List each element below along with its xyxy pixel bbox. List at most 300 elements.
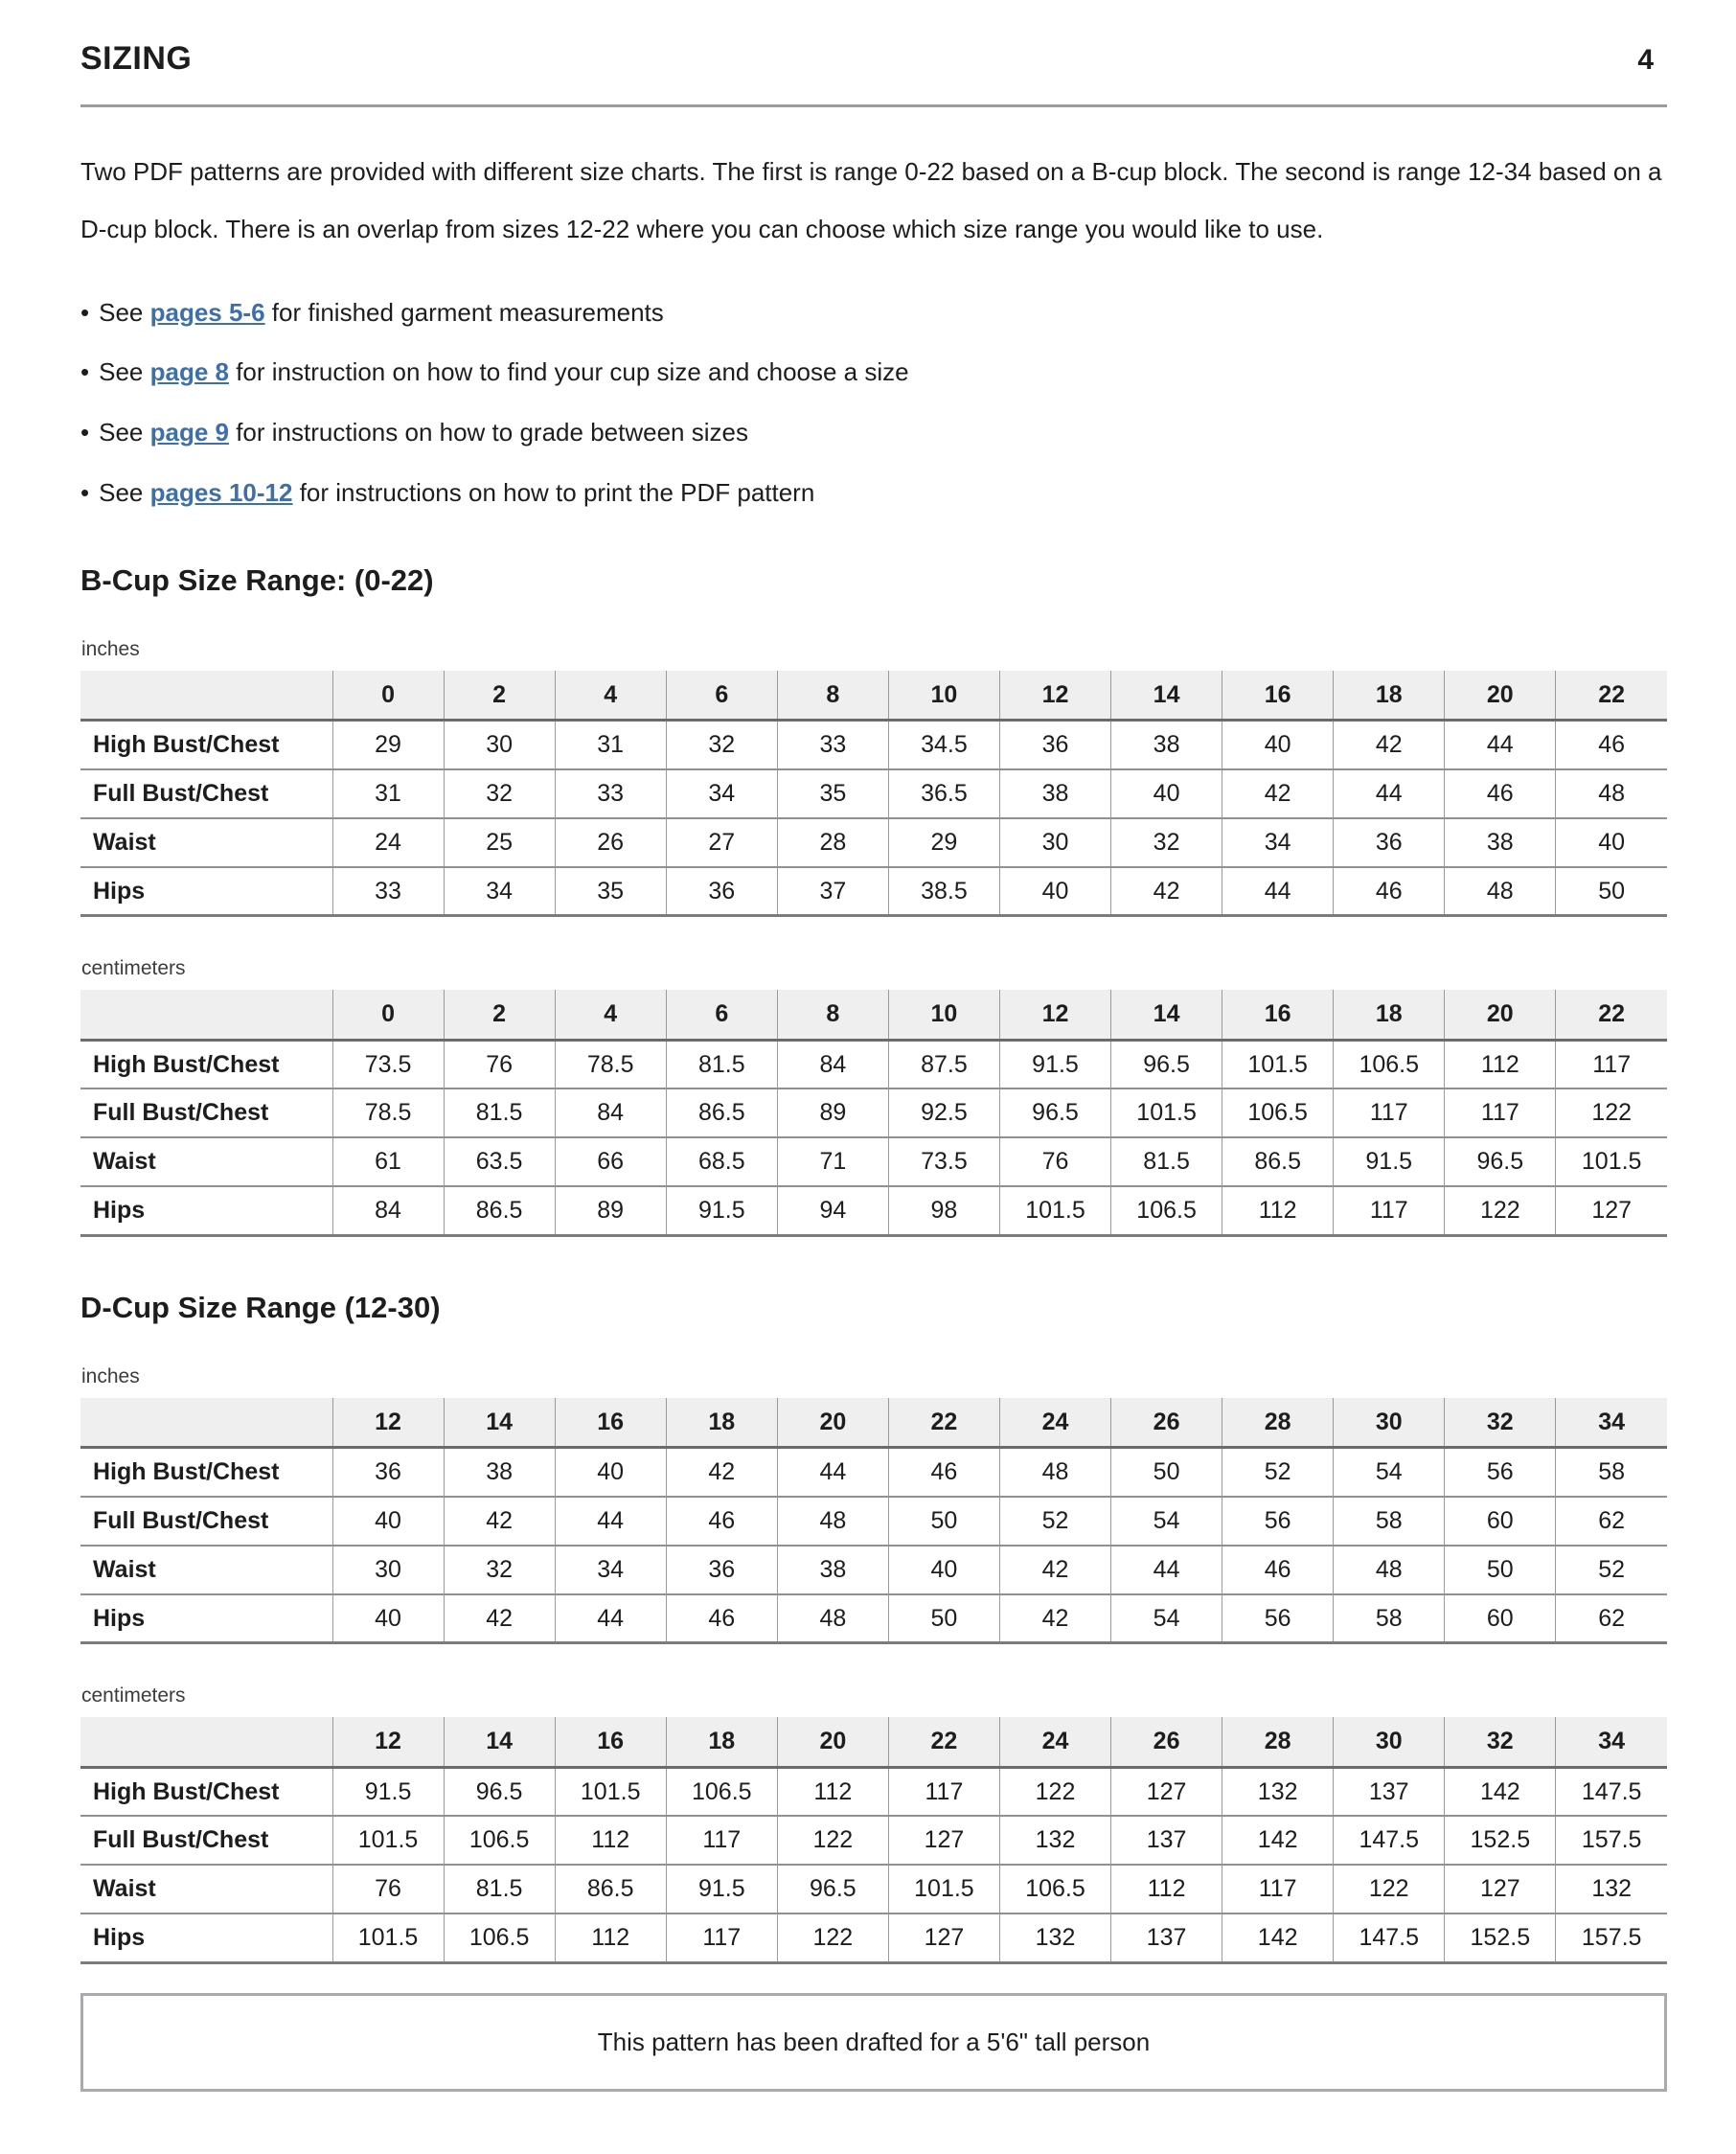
size-column-header: 12 (332, 1717, 444, 1767)
size-cell: 86.5 (555, 1865, 666, 1913)
size-cell: 60 (1445, 1497, 1556, 1546)
size-cell: 44 (777, 1448, 888, 1497)
size-cell: 30 (999, 818, 1110, 867)
size-cell: 101.5 (1111, 1088, 1222, 1137)
size-cell: 56 (1222, 1497, 1334, 1546)
size-cell: 147.5 (1334, 1816, 1445, 1865)
size-cell: 44 (1111, 1546, 1222, 1594)
size-cell: 91.5 (332, 1767, 444, 1816)
table-row (80, 1865, 1667, 1913)
size-table (80, 1717, 1667, 1964)
size-cell: 87.5 (888, 1040, 999, 1088)
size-cell: 36 (1334, 818, 1445, 867)
bullet-suffix-text: for instruction on how to find your cup size and choose a size (228, 357, 909, 387)
size-cell: 96.5 (777, 1865, 888, 1913)
size-column-header: 20 (1445, 990, 1556, 1040)
row-label: Waist (80, 1137, 332, 1186)
size-cell: 91.5 (666, 1186, 777, 1235)
size-cell: 132 (999, 1913, 1110, 1962)
table-row (80, 1497, 1667, 1546)
size-cell: 106.5 (444, 1816, 555, 1865)
size-cell: 40 (1111, 769, 1222, 818)
bullet-prefix-text: See (99, 477, 150, 507)
size-cell: 52 (1222, 1448, 1334, 1497)
size-cell: 106.5 (444, 1913, 555, 1962)
size-cell: 60 (1445, 1594, 1556, 1643)
size-cell: 44 (1445, 721, 1556, 769)
size-column-header: 18 (1334, 671, 1445, 721)
size-cell: 34 (666, 769, 777, 818)
size-cell: 152.5 (1445, 1913, 1556, 1962)
size-cell: 117 (1334, 1088, 1445, 1137)
size-cell: 101.5 (332, 1816, 444, 1865)
size-cell: 86.5 (666, 1088, 777, 1137)
size-cell: 89 (777, 1088, 888, 1137)
size-column-header: 0 (332, 671, 444, 721)
size-cell: 37 (777, 867, 888, 916)
size-cell: 122 (777, 1816, 888, 1865)
bullet-prefix-text: See (99, 297, 150, 327)
size-cell: 29 (332, 721, 444, 769)
row-label: Hips (80, 1186, 332, 1235)
size-cell: 25 (444, 818, 555, 867)
size-column-header: 24 (999, 1398, 1110, 1448)
size-cell: 142 (1222, 1816, 1334, 1865)
size-cell: 76 (999, 1137, 1110, 1186)
size-cell: 48 (1445, 867, 1556, 916)
table-row (80, 1594, 1667, 1643)
size-cell: 38 (1111, 721, 1222, 769)
size-cell: 117 (666, 1913, 777, 1962)
size-cell: 32 (444, 1546, 555, 1594)
size-column-header: 14 (444, 1398, 555, 1448)
size-cell: 81.5 (444, 1088, 555, 1137)
size-cell: 91.5 (666, 1865, 777, 1913)
row-label: High Bust/Chest (80, 1767, 332, 1816)
unit-label: centimeters (81, 1684, 186, 1707)
table-corner-cell (80, 990, 332, 1040)
size-cell: 42 (444, 1497, 555, 1546)
table-row (80, 1546, 1667, 1594)
size-column-header: 8 (777, 671, 888, 721)
row-label: Waist (80, 1865, 332, 1913)
size-column-header: 30 (1334, 1398, 1445, 1448)
size-cell: 92.5 (888, 1088, 999, 1137)
size-table (80, 671, 1667, 918)
size-cell: 36 (332, 1448, 444, 1497)
size-column-header: 2 (444, 990, 555, 1040)
size-table-header-row (80, 1398, 1667, 1448)
size-cell: 44 (1334, 769, 1445, 818)
size-cell: 52 (1556, 1546, 1667, 1594)
size-column-header: 34 (1556, 1398, 1667, 1448)
size-cell: 96.5 (1445, 1137, 1556, 1186)
bullet-suffix-text: for instructions on how to print the PDF pattern (292, 477, 815, 507)
size-cell: 42 (1222, 769, 1334, 818)
size-cell: 40 (332, 1594, 444, 1643)
size-cell: 112 (555, 1816, 666, 1865)
size-cell: 117 (1556, 1040, 1667, 1088)
size-table-header-row (80, 990, 1667, 1040)
size-cell: 76 (332, 1865, 444, 1913)
size-cell: 66 (555, 1137, 666, 1186)
size-cell: 137 (1111, 1913, 1222, 1962)
size-cell: 112 (1222, 1186, 1334, 1235)
size-cell: 42 (1334, 721, 1445, 769)
page-link[interactable]: page 9 (149, 418, 229, 447)
size-column-header: 2 (444, 671, 555, 721)
size-cell: 106.5 (666, 1767, 777, 1816)
table-row (80, 1186, 1667, 1235)
table-corner-cell (80, 1398, 332, 1448)
size-cell: 86.5 (1222, 1137, 1334, 1186)
row-label: Full Bust/Chest (80, 1088, 332, 1137)
size-column-header: 4 (555, 990, 666, 1040)
size-cell: 62 (1556, 1594, 1667, 1643)
size-cell: 48 (777, 1497, 888, 1546)
size-cell: 40 (888, 1546, 999, 1594)
size-cell: 50 (888, 1594, 999, 1643)
size-cell: 46 (1445, 769, 1556, 818)
size-cell: 91.5 (1334, 1137, 1445, 1186)
size-cell: 86.5 (444, 1186, 555, 1235)
size-cell: 101.5 (1556, 1137, 1667, 1186)
size-cell: 78.5 (555, 1040, 666, 1088)
bullet-item (80, 477, 1667, 510)
size-cell: 34 (555, 1546, 666, 1594)
bullet-item (80, 417, 1667, 449)
size-column-header: 22 (888, 1717, 999, 1767)
size-table-header-row (80, 671, 1667, 721)
bullet-item (80, 356, 1667, 389)
size-cell: 101.5 (888, 1865, 999, 1913)
size-cell: 38 (777, 1546, 888, 1594)
size-table (80, 1398, 1667, 1645)
size-cell: 132 (999, 1816, 1110, 1865)
size-cell: 42 (444, 1594, 555, 1643)
table-row (80, 1816, 1667, 1865)
bullet-marker: • (80, 297, 90, 327)
size-cell: 34 (1222, 818, 1334, 867)
size-cell: 106.5 (1222, 1088, 1334, 1137)
size-cell: 106.5 (1111, 1186, 1222, 1235)
size-cell: 33 (555, 769, 666, 818)
size-cell: 34.5 (888, 721, 999, 769)
table-row (80, 1767, 1667, 1816)
size-cell: 106.5 (999, 1865, 1110, 1913)
size-cell: 24 (332, 818, 444, 867)
size-cell: 81.5 (1111, 1137, 1222, 1186)
size-cell: 78.5 (332, 1088, 444, 1137)
size-cell: 137 (1334, 1767, 1445, 1816)
size-cell: 36 (999, 721, 1110, 769)
bullet-suffix-text: for finished garment measurements (264, 297, 664, 327)
size-cell: 106.5 (1334, 1040, 1445, 1088)
size-cell: 127 (1111, 1767, 1222, 1816)
size-column-header: 20 (777, 1398, 888, 1448)
row-label: Waist (80, 818, 332, 867)
size-column-header: 32 (1445, 1398, 1556, 1448)
bullet-marker: • (80, 477, 90, 507)
row-label: Full Bust/Chest (80, 769, 332, 818)
size-cell: 101.5 (999, 1186, 1110, 1235)
size-column-header: 10 (888, 671, 999, 721)
size-cell: 46 (666, 1594, 777, 1643)
row-label: Hips (80, 1913, 332, 1962)
size-cell: 58 (1334, 1594, 1445, 1643)
size-cell: 122 (1334, 1865, 1445, 1913)
size-cell: 98 (888, 1186, 999, 1235)
size-cell: 56 (1222, 1594, 1334, 1643)
size-column-header: 0 (332, 990, 444, 1040)
row-label: Full Bust/Chest (80, 1816, 332, 1865)
size-cell: 68.5 (666, 1137, 777, 1186)
size-cell: 46 (1334, 867, 1445, 916)
size-column-header: 26 (1111, 1398, 1222, 1448)
size-cell: 32 (1111, 818, 1222, 867)
table-row (80, 1088, 1667, 1137)
row-label: Waist (80, 1546, 332, 1594)
size-cell: 42 (666, 1448, 777, 1497)
size-cell: 50 (888, 1497, 999, 1546)
size-cell: 157.5 (1556, 1816, 1667, 1865)
size-column-header: 14 (1111, 990, 1222, 1040)
size-cell: 42 (1111, 867, 1222, 916)
size-cell: 29 (888, 818, 999, 867)
size-column-header: 16 (1222, 990, 1334, 1040)
size-cell: 127 (1556, 1186, 1667, 1235)
size-cell: 26 (555, 818, 666, 867)
size-column-header: 12 (332, 1398, 444, 1448)
header-rule (80, 104, 1667, 107)
size-cell: 40 (1222, 721, 1334, 769)
size-cell: 58 (1556, 1448, 1667, 1497)
size-cell: 142 (1445, 1767, 1556, 1816)
size-cell: 122 (999, 1767, 1110, 1816)
size-cell: 40 (332, 1497, 444, 1546)
size-cell: 38 (444, 1448, 555, 1497)
size-cell: 127 (888, 1816, 999, 1865)
size-column-header: 22 (1556, 990, 1667, 1040)
footer-note-box (80, 1993, 1667, 2092)
size-column-header: 10 (888, 990, 999, 1040)
size-cell: 96.5 (999, 1088, 1110, 1137)
page-link[interactable]: page 8 (149, 357, 229, 387)
size-cell: 30 (444, 721, 555, 769)
size-cell: 94 (777, 1186, 888, 1235)
size-cell: 42 (999, 1546, 1110, 1594)
size-cell: 48 (777, 1594, 888, 1643)
size-cell: 54 (1111, 1497, 1222, 1546)
size-cell: 84 (555, 1088, 666, 1137)
size-cell: 112 (1111, 1865, 1222, 1913)
size-cell: 56 (1445, 1448, 1556, 1497)
table-row (80, 867, 1667, 916)
size-cell: 50 (1556, 867, 1667, 916)
size-cell: 112 (555, 1913, 666, 1962)
size-cell: 101.5 (332, 1913, 444, 1962)
size-cell: 81.5 (666, 1040, 777, 1088)
size-table (80, 990, 1667, 1237)
size-cell: 44 (1222, 867, 1334, 916)
size-column-header: 16 (1222, 671, 1334, 721)
size-cell: 36 (666, 1546, 777, 1594)
size-cell: 84 (777, 1040, 888, 1088)
size-column-header: 20 (1445, 671, 1556, 721)
size-cell: 50 (1111, 1448, 1222, 1497)
size-cell: 137 (1111, 1816, 1222, 1865)
page-header (80, 40, 1667, 78)
size-sections (80, 563, 1667, 1964)
size-cell: 38 (999, 769, 1110, 818)
size-cell: 117 (1445, 1088, 1556, 1137)
size-cell: 152.5 (1445, 1816, 1556, 1865)
size-cell: 40 (1556, 818, 1667, 867)
size-cell: 147.5 (1334, 1913, 1445, 1962)
table-row (80, 1137, 1667, 1186)
size-cell: 46 (888, 1448, 999, 1497)
bullet-prefix-text: See (99, 418, 150, 447)
size-cell: 58 (1334, 1497, 1445, 1546)
size-cell: 35 (777, 769, 888, 818)
size-cell: 38.5 (888, 867, 999, 916)
row-label: Hips (80, 867, 332, 916)
size-cell: 31 (555, 721, 666, 769)
bullet-suffix-text: for instructions on how to grade between sizes (228, 418, 748, 447)
size-cell: 36 (666, 867, 777, 916)
table-row (80, 1913, 1667, 1962)
size-cell: 101.5 (555, 1767, 666, 1816)
unit-label: centimeters (81, 957, 186, 980)
page-link[interactable]: pages 10-12 (149, 477, 293, 507)
size-cell: 31 (332, 769, 444, 818)
bullet-list (80, 297, 1667, 510)
size-cell: 122 (777, 1913, 888, 1962)
size-cell: 132 (1222, 1767, 1334, 1816)
table-row (80, 769, 1667, 818)
row-label: Hips (80, 1594, 332, 1643)
size-cell: 122 (1556, 1088, 1667, 1137)
size-cell: 35 (555, 867, 666, 916)
bullet-marker: • (80, 357, 90, 387)
size-cell: 46 (1556, 721, 1667, 769)
size-column-header: 18 (666, 1398, 777, 1448)
page-title: SIZING (80, 40, 193, 77)
size-cell: 112 (1445, 1040, 1556, 1088)
unit-label: inches (81, 637, 140, 660)
size-column-header: 18 (666, 1717, 777, 1767)
size-cell: 32 (444, 769, 555, 818)
size-cell: 33 (332, 867, 444, 916)
size-column-header: 34 (1556, 1717, 1667, 1767)
size-column-header: 8 (777, 990, 888, 1040)
size-cell: 34 (444, 867, 555, 916)
page-number: 4 (1637, 44, 1654, 76)
table-row (80, 818, 1667, 867)
section-heading: D-Cup Size Range (12-30) (80, 1290, 441, 1324)
size-column-header: 12 (999, 671, 1110, 721)
size-column-header: 18 (1334, 990, 1445, 1040)
size-cell: 96.5 (444, 1767, 555, 1816)
size-cell: 89 (555, 1186, 666, 1235)
size-cell: 38 (1445, 818, 1556, 867)
table-row (80, 721, 1667, 769)
size-cell: 46 (666, 1497, 777, 1546)
size-cell: 40 (555, 1448, 666, 1497)
size-column-header: 6 (666, 671, 777, 721)
size-cell: 112 (777, 1767, 888, 1816)
section-heading: B-Cup Size Range: (0-22) (80, 562, 434, 597)
size-cell: 40 (999, 867, 1110, 916)
size-cell: 30 (332, 1546, 444, 1594)
size-column-header: 12 (999, 990, 1110, 1040)
size-cell: 44 (555, 1497, 666, 1546)
size-cell: 73.5 (888, 1137, 999, 1186)
intro-paragraph: Two PDF patterns are provided with different size charts. The first is range 0-22 based on a B-cup block. The second is range 12-34 based on a D-cup block. There is an overlap from sizes 12-22 where you can choose which size range you would like to use. (80, 157, 1662, 243)
size-cell: 33 (777, 721, 888, 769)
size-cell: 127 (1445, 1865, 1556, 1913)
size-column-header: 4 (555, 671, 666, 721)
size-cell: 101.5 (1222, 1040, 1334, 1088)
size-cell: 63.5 (444, 1137, 555, 1186)
bullet-prefix-text: See (99, 357, 150, 387)
size-cell: 117 (1222, 1865, 1334, 1913)
size-column-header: 6 (666, 990, 777, 1040)
page-link[interactable]: pages 5-6 (149, 297, 265, 327)
size-cell: 132 (1556, 1865, 1667, 1913)
size-column-header: 22 (1556, 671, 1667, 721)
size-cell: 142 (1222, 1913, 1334, 1962)
size-cell: 48 (1556, 769, 1667, 818)
size-column-header: 32 (1445, 1717, 1556, 1767)
unit-label: inches (81, 1364, 140, 1387)
size-cell: 81.5 (444, 1865, 555, 1913)
size-cell: 42 (999, 1594, 1110, 1643)
size-cell: 73.5 (332, 1040, 444, 1088)
bullet-marker: • (80, 418, 90, 447)
size-cell: 48 (999, 1448, 1110, 1497)
size-cell: 157.5 (1556, 1913, 1667, 1962)
bullet-item (80, 297, 1667, 330)
size-cell: 96.5 (1111, 1040, 1222, 1088)
size-cell: 54 (1334, 1448, 1445, 1497)
table-corner-cell (80, 671, 332, 721)
size-cell: 50 (1445, 1546, 1556, 1594)
size-column-header: 26 (1111, 1717, 1222, 1767)
size-cell: 27 (666, 818, 777, 867)
footer-note-text: This pattern has been drafted for a 5'6" tall person (597, 2027, 1151, 2056)
size-cell: 117 (1334, 1186, 1445, 1235)
size-column-header: 28 (1222, 1398, 1334, 1448)
size-column-header: 22 (888, 1398, 999, 1448)
size-cell: 44 (555, 1594, 666, 1643)
size-column-header: 24 (999, 1717, 1110, 1767)
row-label: High Bust/Chest (80, 1040, 332, 1088)
size-column-header: 14 (1111, 671, 1222, 721)
table-corner-cell (80, 1717, 332, 1767)
size-column-header: 20 (777, 1717, 888, 1767)
table-row (80, 1448, 1667, 1497)
size-cell: 147.5 (1556, 1767, 1667, 1816)
row-label: High Bust/Chest (80, 721, 332, 769)
size-cell: 62 (1556, 1497, 1667, 1546)
size-cell: 61 (332, 1137, 444, 1186)
row-label: High Bust/Chest (80, 1448, 332, 1497)
table-row (80, 1040, 1667, 1088)
size-cell: 32 (666, 721, 777, 769)
size-cell: 117 (888, 1767, 999, 1816)
size-column-header: 14 (444, 1717, 555, 1767)
